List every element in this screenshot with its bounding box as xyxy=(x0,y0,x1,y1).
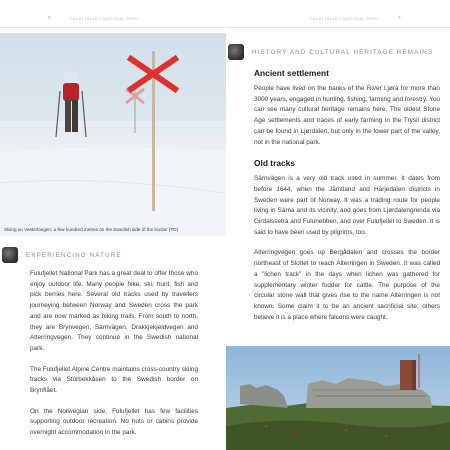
skiing-scene-illustration xyxy=(0,33,226,236)
photo-caption: Skiing on Vesterlangen; a few hundred metres on the Swedish side of the border (TD) xyxy=(4,227,179,232)
paragraph: On the Norwegian side, Fulufjellet has few facilities supporting outdoor recreation. No huts or cabins provide overnight accommodation in the park. xyxy=(30,407,198,437)
running-head-left: FULUFJELLET NATIONAL PARK xyxy=(70,17,139,21)
section-title: EXPERIENCING NATURE xyxy=(26,251,122,259)
stone-ruin-illustration xyxy=(226,346,450,450)
header-rule-left xyxy=(0,27,224,28)
subheading: Ancient settlement xyxy=(254,68,329,78)
paragraph: Fulufjellet National Park has a great deal to offer those who enjoy outdoor life. Many people hike, ski, hunt, fish and pick berries here. Several old tracks used by travellers journeying between Norway and Sweden cross the park and are now marked as hiking trails. From south to north, they are Brynvegen, Särnvägen, Drakkjekjeldvegen and Alterringvegen. They continue in the Swedish national park. xyxy=(30,270,198,352)
stone-ruin-photo xyxy=(226,346,450,450)
skier-figure xyxy=(56,71,86,137)
paragraph: Särnvägen is a very old track used in summer. It dates from before 1644, when the Jämtland and Härjedalen districts in Sweden were part of Norway. It was a trading route for people living in Särna and its vicinity, and goes from Ljørdalengrenda via Girdalssetra and Fulunebben, and over Fulufjellet to Sweden. It is said to have been used by pilgrims, too. xyxy=(254,175,440,236)
paragraph: Alterringvegen goes up Bergådalen and crosses the border northeast of Slottet to reach Alterringen in Sweden. It was called a "lichen track" in the days when lichen was gathered for supplementary winter fodder for cattle. The purpose of the circular stone wall that gives rise to the name Alterringen is not known. Some claim it to be an ancient sacrificial site; others believe it is a place where falcons were caught. xyxy=(254,249,440,321)
section-title: HISTORY AND CULTURAL HERITAGE REMAINS xyxy=(252,48,434,56)
page-number-right: 9 xyxy=(398,15,401,20)
subheading: Old tracks xyxy=(254,158,295,169)
section-header-history xyxy=(228,44,433,60)
paragraph: People have lived on the banks of the River Ljøra for more than 3000 years, engaged in hunting, fishing, farming and forestry. You can see many cultural heritage remains here. The oldest Stone Age settlements and traces of early farming in the Trysil district can be found in Ljørdalen, but only in the lower part of the valley, not in the national park. xyxy=(254,85,440,146)
history-text-column xyxy=(254,68,440,333)
paragraph: The Fulufjellet Alpine Centre maintains cross-country skiing tracks via Storbekkåsen to the Swedish border on Brynflået. xyxy=(30,365,198,395)
nature-text-column xyxy=(30,269,198,449)
skiing-photo xyxy=(0,33,226,236)
running-head-right: FULUFJELLET NATIONAL PARK xyxy=(310,17,379,21)
stone-chimney xyxy=(400,354,419,390)
section-marker-icon xyxy=(228,44,244,60)
section-marker-icon xyxy=(2,247,18,263)
page-number-left: 8 xyxy=(48,15,51,20)
header-rule-right xyxy=(226,27,450,28)
section-header-nature xyxy=(2,247,122,263)
